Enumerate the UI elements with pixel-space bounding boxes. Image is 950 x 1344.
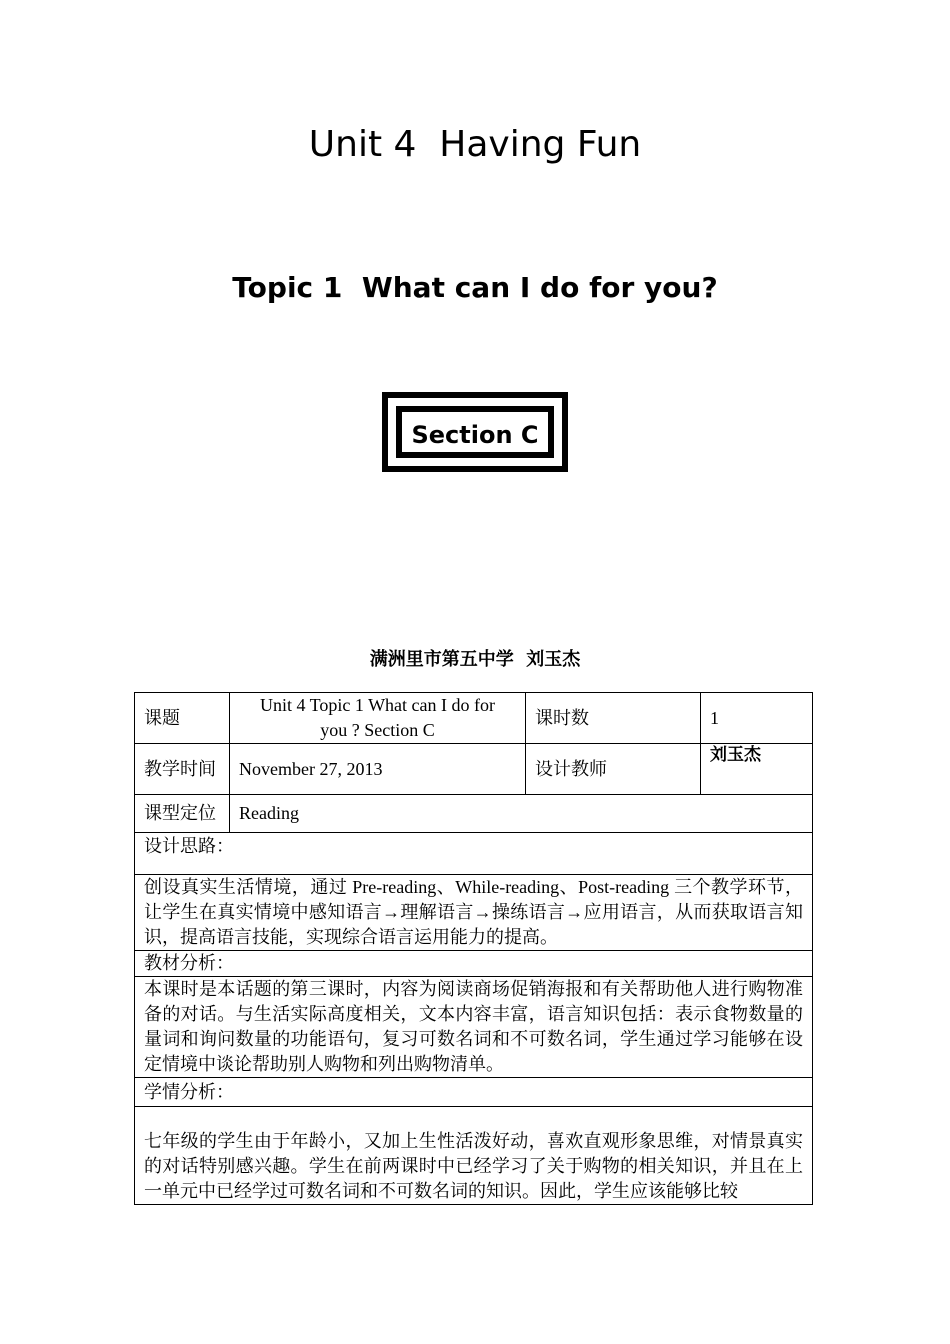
section-label-box [382,392,568,472]
table-row-students-text [135,1107,813,1205]
lesson-topic-cell [230,693,526,744]
students-text: 七年级的学生由于年龄小，又加上生性活泼好动，喜欢直观形象思维，对情景真实的对话特别感兴趣。学生在前两课时中已经学习了关于购物的相关知识，并且在上一单元中已经学过可数名词和不可数名词的知识。因此，学生应该能够比较 [135,1107,813,1205]
school-author-line: 满洲里市第五中学 刘玉杰 [369,649,581,670]
material-text: 本课时是本话题的第三课时，内容为阅读商场促销海报和有关帮助他人进行购物准备的对话。与生活实际高度相关，文本内容丰富，语言知识包括：表示食物数量的量词和询问数量的功能语句，复习可数名词和不可数名词，学生通过学习能够在设定情境中谈论帮助别人购物和列出购物清单。 [135,977,813,1078]
section-label: Section C [411,421,539,449]
topic-title: Topic 1 What can I do for you? [232,271,718,304]
teacher-cell [701,744,813,795]
lesson-topic-line1: Unit 4 Topic 1 What can I do for [259,695,496,715]
periods-value: 1 [701,693,813,744]
table-row-material-text [135,977,813,1078]
table-row-time [135,744,813,795]
students-heading: 学情分析： [135,1078,813,1107]
lesson-plan-table [134,692,813,1205]
table-row-design-heading [135,833,813,875]
label-teacher: 设计教师 [526,744,701,795]
label-time: 教学时间 [135,744,230,795]
type-value: Reading [230,795,813,833]
lesson-topic-line2: you ? Section C [320,720,435,740]
design-text: 创设真实生活情境，通过 Pre-reading、While-reading、Post-reading 三个教学环节，让学生在真实情境中感知语言→理解语言→操练语言→应用语言，从而获取语言知识，提高语言技能，实现综合语言运用能力的提高。 [135,875,813,951]
label-type: 课型定位 [135,795,230,833]
unit-title: Unit 4 Having Fun [308,124,642,165]
time-value: November 27, 2013 [230,744,526,795]
table-row-material-heading [135,951,813,977]
label-periods: 课时数 [526,693,701,744]
label-topic: 课题 [135,693,230,744]
material-heading: 教材分析： [135,951,813,977]
design-heading: 设计思路： [135,833,813,875]
table-row-topic [135,693,813,744]
table-row-type [135,795,813,833]
teacher-name: 刘玉杰 [710,745,761,765]
table-row-students-heading [135,1078,813,1107]
table-row-design-text [135,875,813,951]
